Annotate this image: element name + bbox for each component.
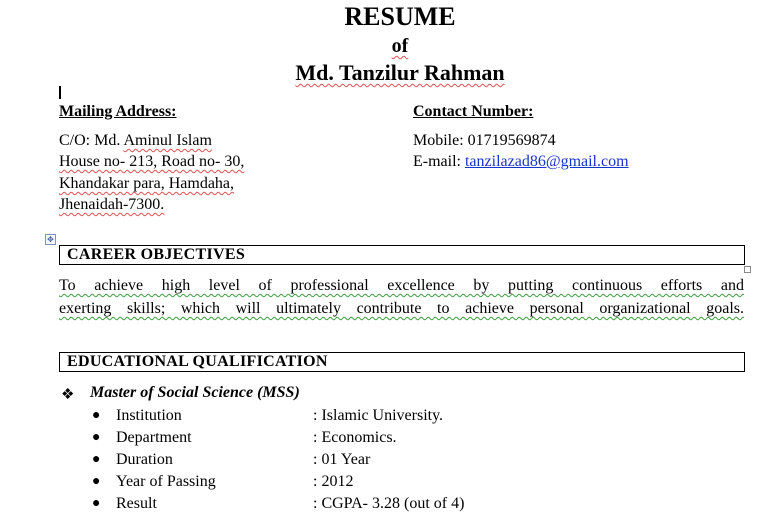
education-heading-box <box>59 352 745 372</box>
career-objective-text <box>59 274 744 320</box>
edu-row-value: : Economics. <box>313 429 397 446</box>
resume-of: of <box>391 35 409 57</box>
bullet-icon: ● <box>92 474 101 489</box>
table-move-handle-icon[interactable]: ✥ <box>45 234 56 245</box>
candidate-name-text: Md. Tanzilur Rahman <box>295 60 505 85</box>
text-cursor <box>59 86 61 99</box>
degree-title: Master of Social Science (MSS) <box>90 384 300 401</box>
email-line <box>413 153 629 171</box>
edu-row-label: Department <box>116 429 192 446</box>
edu-row-label: Institution <box>116 407 182 424</box>
email-link[interactable]: tanzilazad86@gmail.com <box>464 153 629 170</box>
edu-row-value: : Islamic University. <box>313 407 444 424</box>
edu-row-label: Year of Passing <box>116 473 216 490</box>
bullet-icon: ● <box>92 430 101 445</box>
edu-row-label: Duration <box>116 451 173 468</box>
edu-row-label: Result <box>116 495 157 512</box>
mailing-line-1-name: Aminul Islam <box>123 132 212 149</box>
mailing-line-4: Jhenaidah-7300. <box>59 196 165 213</box>
bullet-icon: ● <box>92 408 101 423</box>
mailing-line-3: Khandakar para, Hamdaha, <box>59 175 235 192</box>
contact-number-label: Contact Number: <box>413 103 534 120</box>
mobile-number: Mobile: 01719569874 <box>413 132 556 149</box>
bullet-icon: ● <box>92 452 101 467</box>
career-objective-line-1: To achieve high level of professional excellence by putting continuous efforts and <box>59 277 744 294</box>
career-objectives-heading-box <box>59 245 745 265</box>
candidate-name <box>0 60 764 86</box>
career-objectives-heading: CAREER OBJECTIVES <box>67 246 246 263</box>
mailing-line-2: House no- 213, Road no- 30, <box>59 153 245 170</box>
bullet-icon: ● <box>92 496 101 511</box>
mailing-line-1 <box>59 132 212 150</box>
table-resize-handle[interactable] <box>744 266 751 273</box>
mailing-line-1-prefix: C/O: Md. <box>59 132 124 149</box>
education-heading: EDUCATIONAL QUALIFICATION <box>67 353 328 370</box>
career-objective-line-2: exerting skills; which will ultimately contribute to achieve personal organizational goals. <box>59 300 744 317</box>
mailing-address-label: Mailing Address: <box>59 103 177 120</box>
email-prefix: E-mail: <box>413 153 465 170</box>
diamond-bullet-icon: ❖ <box>61 387 75 403</box>
edu-row-value: : 2012 <box>313 473 354 490</box>
edu-row-value: : CGPA- 3.28 (out of 4) <box>313 495 465 512</box>
resume-title: RESUME <box>344 2 456 31</box>
edu-row-value: : 01 Year <box>313 451 371 468</box>
